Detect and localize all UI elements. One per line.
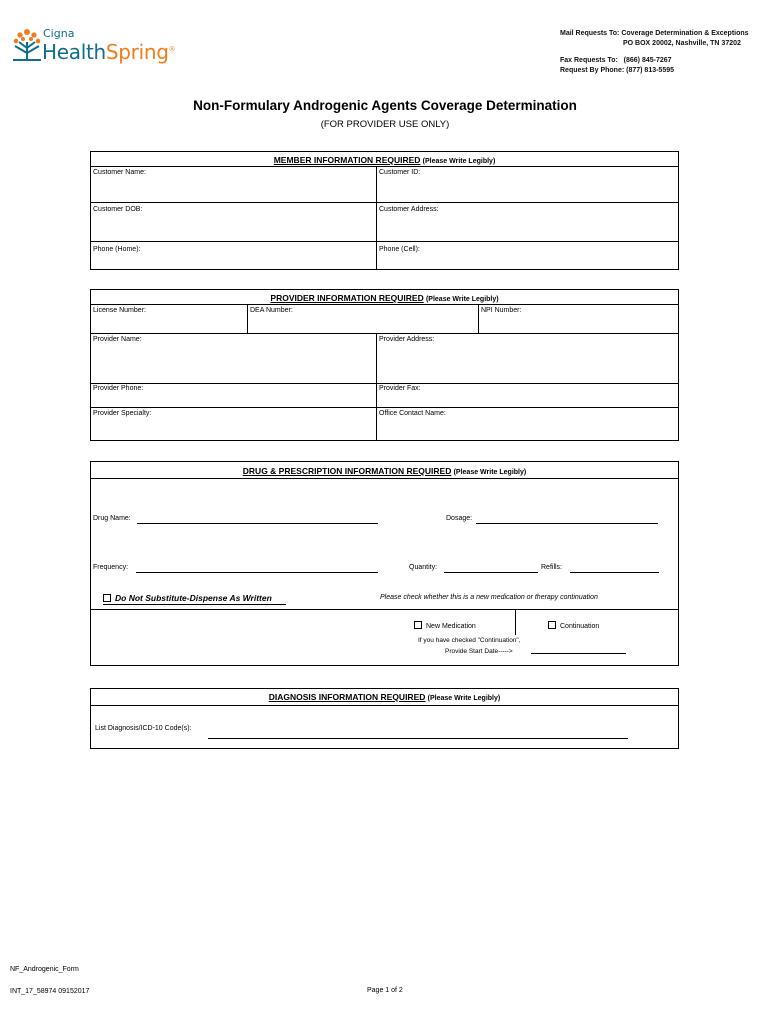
mail-requests: Mail Requests To: Coverage Determination & Exceptions (560, 30, 749, 37)
provider-name-field[interactable]: Provider Name: (93, 336, 142, 343)
page-title: Non-Formulary Androgenic Agents Coverage Determination (193, 98, 577, 113)
tree-logo-icon (10, 26, 44, 62)
mail-address: PO BOX 20002, Nashville, TN 37202 (623, 40, 741, 47)
form-name: NF_Androgenic_Form (10, 966, 79, 973)
start-date-label: Provide Start Date-----> (445, 648, 513, 655)
do-not-substitute-checkbox[interactable]: Do Not Substitute-Dispense As Written (103, 593, 286, 605)
dea-number-field[interactable]: DEA Number: (250, 307, 293, 314)
frequency-label: Frequency: (93, 564, 129, 571)
customer-id-field[interactable]: Customer ID: (379, 169, 421, 176)
start-date-line[interactable] (531, 653, 626, 654)
provider-section (90, 289, 679, 441)
checkbox-icon (103, 594, 111, 602)
fax-requests: Fax Requests To: (866) 845-7267 (560, 57, 672, 64)
customer-dob-field[interactable]: Customer DOB: (93, 206, 143, 213)
refills-line[interactable] (570, 572, 659, 573)
diagnosis-heading: DIAGNOSIS INFORMATION REQUIRED (Please Write Legibly) (268, 692, 501, 702)
customer-address-field[interactable]: Customer Address: (379, 206, 439, 213)
diagnosis-line[interactable] (208, 738, 628, 739)
provider-heading: PROVIDER INFORMATION REQUIRED (Please Write Legibly) (270, 293, 499, 303)
license-number-field[interactable]: License Number: (93, 307, 146, 314)
frequency-line[interactable] (136, 572, 378, 573)
drug-heading: DRUG & PRESCRIPTION INFORMATION REQUIRED (Please Write Legibly) (242, 466, 527, 476)
drug-name-label: Drug Name: (93, 515, 131, 522)
check-note: Please check whether this is a new medication or therapy continuation (380, 594, 598, 601)
quantity-line[interactable] (444, 572, 538, 573)
new-medication-checkbox[interactable]: New Medication (414, 621, 476, 630)
drug-name-line[interactable] (137, 523, 378, 524)
office-contact-field[interactable]: Office Contact Name: (379, 410, 446, 417)
healthspring-wordmark: HealthSpring® (42, 40, 176, 64)
continuation-note: If you have checked "Continuation", (418, 637, 521, 644)
page-subtitle: (FOR PROVIDER USE ONLY) (320, 119, 450, 130)
refills-label: Refills: (541, 564, 563, 571)
dosage-label: Dosage: (446, 515, 473, 522)
provider-phone-field[interactable]: Provider Phone: (93, 385, 144, 392)
provider-address-field[interactable]: Provider Address: (379, 336, 435, 343)
drug-section (90, 461, 679, 666)
checkbox-icon (414, 621, 422, 629)
phone-home-field[interactable]: Phone (Home): (93, 246, 141, 253)
checkbox-icon (548, 621, 556, 629)
quantity-label: Quantity: (409, 564, 438, 571)
dosage-line[interactable] (476, 523, 658, 524)
form-code: INT_17_58974 09152017 (10, 988, 90, 995)
provider-fax-field[interactable]: Provider Fax: (379, 385, 421, 392)
customer-name-field[interactable]: Customer Name: (93, 169, 146, 176)
member-heading: MEMBER INFORMATION REQUIRED (Please Write Legibly) (273, 155, 496, 165)
phone-requests: Request By Phone: (877) 813-5595 (560, 67, 675, 74)
cigna-wordmark: Cigna (43, 27, 75, 40)
provider-specialty-field[interactable]: Provider Specialty: (93, 410, 152, 417)
phone-cell-field[interactable]: Phone (Cell): (379, 246, 420, 253)
continuation-checkbox[interactable]: Continuation (548, 621, 599, 630)
npi-number-field[interactable]: NPI Number: (481, 307, 522, 314)
page-number: Page 1 of 2 (367, 987, 403, 994)
diagnosis-label: List Diagnosis/ICD-10 Code(s): (95, 725, 192, 732)
